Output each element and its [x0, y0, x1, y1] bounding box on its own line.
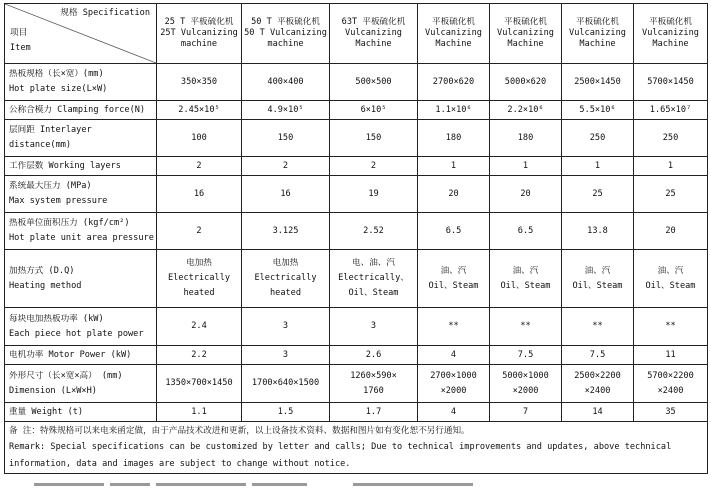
- value-cell: [330, 176, 418, 213]
- value-cell: [418, 64, 490, 101]
- header-row: [5, 4, 708, 64]
- row-label: [5, 403, 157, 422]
- value-cell: [562, 120, 634, 157]
- value-cell: [157, 250, 242, 308]
- value-cell: [157, 120, 242, 157]
- value-line: 2.4: [191, 321, 207, 332]
- value-cell: [562, 365, 634, 403]
- value-line: **: [665, 321, 676, 332]
- value-cell: [418, 346, 490, 365]
- value-line: 7.5: [589, 349, 606, 360]
- row-label-line: Each piece hot plate power: [9, 328, 144, 339]
- value-line: 6.5: [517, 225, 534, 236]
- value-cell: [330, 250, 418, 308]
- value-cell: [242, 365, 330, 403]
- value-cell: [330, 346, 418, 365]
- value-line: 5000×1000: [502, 370, 549, 381]
- row-label-line: 公称合模力 Clamping force(N): [9, 104, 146, 115]
- value-line: 2500×2200: [574, 370, 621, 381]
- value-line: 2700×1000: [430, 370, 477, 381]
- row-label: [5, 120, 157, 157]
- value-line: ×2000: [440, 385, 467, 396]
- value-line: 16: [193, 188, 205, 199]
- value-line: 2.45×10⁵: [178, 104, 220, 115]
- value-cell: [490, 308, 562, 346]
- machine-header: 平板硫化机 Vulcanizing Machine: [634, 4, 708, 64]
- value-line: 100: [191, 132, 207, 143]
- value-line: 1.7: [365, 406, 382, 417]
- row-label-line: 热板规格（长×宽）(mm): [9, 69, 104, 80]
- value-line: 150: [277, 132, 294, 143]
- row-label: [5, 213, 157, 250]
- value-line: 5700×2200: [647, 370, 694, 381]
- value-cell: [330, 101, 418, 120]
- value-line: 1: [667, 160, 674, 171]
- row-label: [5, 250, 157, 308]
- value-line: 油、汽: [584, 265, 611, 276]
- spec-row-clamping-force: [5, 101, 708, 120]
- value-cell: [562, 101, 634, 120]
- value-line: 1.1: [191, 406, 207, 417]
- value-line: 1: [594, 160, 601, 171]
- value-cell: [490, 176, 562, 213]
- value-line: 1350×700×1450: [165, 378, 233, 389]
- value-line: 2: [196, 225, 202, 236]
- machine-header: 平板硫化机 Vulcanizing Machine: [418, 4, 490, 64]
- value-cell: [634, 176, 708, 213]
- value-cell: [242, 250, 330, 308]
- row-label: [5, 365, 157, 403]
- value-cell: [157, 157, 242, 176]
- value-cell: [490, 403, 562, 422]
- row-label-line: 每块电加热板功率 (kW): [9, 313, 104, 324]
- value-line: 电、油、汽: [352, 258, 395, 269]
- value-cell: [490, 120, 562, 157]
- spec-row-unit-area-pressure: [5, 213, 708, 250]
- value-cell: [490, 346, 562, 365]
- value-cell: [418, 365, 490, 403]
- value-cell: [490, 213, 562, 250]
- value-line: 7.5: [517, 349, 534, 360]
- value-cell: [562, 403, 634, 422]
- value-line: 350×350: [180, 76, 218, 87]
- value-cell: [418, 308, 490, 346]
- value-line: 4: [450, 349, 457, 360]
- value-cell: [242, 157, 330, 176]
- value-cell: [157, 365, 242, 403]
- value-cell: [242, 213, 330, 250]
- value-cell: [634, 346, 708, 365]
- value-cell: [418, 176, 490, 213]
- value-cell: [330, 120, 418, 157]
- machine-header: 25 T 平板硫化机 25T Vulcanizing machine: [157, 4, 242, 64]
- value-cell: [330, 213, 418, 250]
- value-cell: [418, 250, 490, 308]
- value-cell: [242, 403, 330, 422]
- value-line: 油、汽: [512, 265, 539, 276]
- value-cell: [490, 157, 562, 176]
- value-cell: [418, 120, 490, 157]
- value-line: 4.9×10⁵: [267, 104, 304, 115]
- value-line: 4: [450, 406, 457, 417]
- value-line: **: [520, 321, 531, 332]
- value-cell: [157, 101, 242, 120]
- value-cell: [242, 120, 330, 157]
- value-cell: [490, 101, 562, 120]
- value-line: 1.1×10⁶: [435, 104, 472, 115]
- value-cell: [242, 101, 330, 120]
- value-cell: [634, 101, 708, 120]
- value-line: Electrically: [254, 273, 317, 284]
- value-line: 16: [280, 188, 291, 199]
- corner-item-label-en: Item: [10, 43, 31, 53]
- value-cell: [562, 157, 634, 176]
- value-line: 150: [365, 132, 382, 143]
- value-cell: [157, 176, 242, 213]
- value-line: 3: [282, 321, 289, 332]
- value-cell: [330, 64, 418, 101]
- remark-en: Remark: Special specifications can be customized by letter and calls; Due to technical improvements and updates, above technical information, data and images are subject to change without notice.: [9, 442, 672, 469]
- value-cell: [242, 176, 330, 213]
- value-cell: [157, 403, 242, 422]
- value-cell: [330, 157, 418, 176]
- spec-row-max-system-pressure: [5, 176, 708, 213]
- value-line: 电加热: [186, 258, 212, 269]
- value-line: 3.125: [272, 225, 299, 236]
- value-cell: [490, 365, 562, 403]
- value-line: 180: [517, 132, 534, 143]
- value-line: 2500×1450: [574, 76, 621, 87]
- value-cell: [330, 403, 418, 422]
- value-line: 180: [445, 132, 462, 143]
- value-line: **: [592, 321, 603, 332]
- value-cell: [562, 213, 634, 250]
- value-line: 1: [450, 160, 457, 171]
- value-line: 3: [370, 321, 377, 332]
- value-line: Oil、Steam: [428, 280, 479, 291]
- spec-row-weight: [5, 403, 708, 422]
- value-line: 250: [589, 132, 606, 143]
- machine-header: 50 T 平板硫化机 50 T Vulcanizing machine: [242, 4, 330, 64]
- row-label-line: Heating method: [9, 280, 82, 291]
- value-line: 5700×1450: [647, 76, 694, 87]
- corner-cell: [5, 4, 157, 64]
- value-line: 1760: [363, 385, 384, 396]
- row-label: [5, 176, 157, 213]
- value-cell: [562, 308, 634, 346]
- value-line: 3: [282, 349, 289, 360]
- row-label-line: 重量 Weight (t): [9, 406, 84, 417]
- machine-header: 63T 平板硫化机 Vulcanizing Machine: [330, 4, 418, 64]
- value-line: 7: [522, 406, 529, 417]
- value-line: ×2000: [512, 385, 539, 396]
- spec-row-motor-power: [5, 346, 708, 365]
- value-cell: [242, 346, 330, 365]
- value-line: 20: [665, 225, 676, 236]
- value-line: ×2400: [584, 385, 611, 396]
- value-line: 20: [520, 188, 531, 199]
- value-cell: [490, 250, 562, 308]
- machine-header: 平板硫化机 Vulcanizing Machine: [562, 4, 634, 64]
- value-line: heated: [183, 287, 215, 298]
- row-label-line: 热板单位面积压力 (kgf/cm²): [9, 218, 130, 229]
- value-line: 2: [282, 160, 289, 171]
- value-cell: [157, 213, 242, 250]
- value-cell: [562, 346, 634, 365]
- value-cell: [242, 308, 330, 346]
- value-line: 2.2: [191, 349, 207, 360]
- value-line: 油、汽: [657, 265, 684, 276]
- value-cell: [157, 308, 242, 346]
- value-line: 1: [522, 160, 529, 171]
- value-line: 1260×590×: [350, 370, 397, 381]
- row-label-line: 工作层数 Working layers: [9, 160, 121, 171]
- spec-row-interlayer-distance: [5, 120, 708, 157]
- corner-item-label-cn: 项目: [10, 28, 28, 38]
- row-label-line: Hot plate size(L×W): [9, 84, 108, 94]
- value-cell: [562, 64, 634, 101]
- value-cell: [418, 403, 490, 422]
- value-line: 2.52: [363, 225, 384, 236]
- value-cell: [242, 64, 330, 101]
- value-line: 14: [592, 406, 603, 417]
- spec-row-plate-power: [5, 308, 708, 346]
- cropped-next-line: [4, 483, 707, 490]
- machine-header: 平板硫化机 Vulcanizing Machine: [490, 4, 562, 64]
- value-line: 20: [448, 188, 459, 199]
- value-line: **: [448, 321, 459, 332]
- remark-cell: [5, 422, 708, 474]
- row-label-line: 加热方式 (D.Q): [9, 265, 75, 276]
- value-line: 电加热: [272, 258, 299, 269]
- value-cell: [418, 213, 490, 250]
- value-cell: [634, 403, 708, 422]
- remark-row: [5, 422, 708, 474]
- row-label: [5, 308, 157, 346]
- remark-cn: 备 注：特殊规格可以来电来函定做，由于产品技术改进和更新，以上设备技术资料、数据和图片如有变化恕不另行通知。: [9, 426, 470, 436]
- row-label: [5, 101, 157, 120]
- value-cell: [330, 365, 418, 403]
- value-cell: [330, 308, 418, 346]
- value-cell: [562, 250, 634, 308]
- value-line: 1.5: [277, 406, 294, 417]
- value-cell: [490, 64, 562, 101]
- value-line: 1.65×10⁷: [649, 104, 692, 115]
- value-line: 35: [665, 406, 676, 417]
- row-label-line: 层间距 Interlayer: [9, 125, 92, 136]
- value-line: 5000×620: [504, 76, 547, 87]
- row-label: [5, 346, 157, 365]
- row-label-line: 系统最大压力 (MPa): [9, 181, 92, 192]
- value-line: Oil、Steam: [572, 280, 623, 291]
- value-line: 2: [370, 160, 377, 171]
- value-cell: [562, 176, 634, 213]
- spec-row-dimension: [5, 365, 708, 403]
- value-cell: [634, 213, 708, 250]
- value-line: 2700×620: [432, 76, 475, 87]
- value-line: 19: [368, 188, 379, 199]
- value-line: 400×400: [267, 76, 304, 87]
- spec-row-heating-method: [5, 250, 708, 308]
- value-line: 5.5×10⁶: [579, 104, 616, 115]
- value-line: ×2400: [657, 385, 684, 396]
- value-line: 25: [592, 188, 603, 199]
- value-line: Electrically、: [338, 273, 409, 284]
- row-label-line: distance(mm): [9, 140, 72, 150]
- value-line: 500×500: [355, 76, 392, 87]
- value-line: Oil、Steam: [348, 287, 399, 298]
- value-line: 25: [665, 188, 676, 199]
- row-label-line: 电机功率 Motor Power (kW): [9, 349, 132, 360]
- value-cell: [634, 120, 708, 157]
- value-cell: [418, 101, 490, 120]
- row-label: [5, 64, 157, 101]
- value-line: 13.8: [587, 225, 608, 236]
- value-cell: [418, 157, 490, 176]
- value-line: Oil、Steam: [500, 280, 551, 291]
- value-cell: [634, 64, 708, 101]
- value-line: Oil、Steam: [645, 280, 696, 291]
- spec-table: [4, 3, 708, 474]
- value-line: 11: [665, 349, 676, 360]
- value-cell: [157, 64, 242, 101]
- value-line: 6.5: [445, 225, 462, 236]
- value-line: heated: [269, 287, 302, 298]
- value-line: 2.6: [365, 349, 382, 360]
- row-label-line: Max system pressure: [9, 196, 108, 206]
- value-line: 油、汽: [440, 265, 467, 276]
- value-line: 2.2×10⁶: [507, 104, 544, 115]
- row-label: [5, 157, 157, 176]
- value-line: 1700×640×1500: [251, 378, 320, 389]
- value-line: 2: [196, 160, 202, 171]
- spec-row-working-layers: [5, 157, 708, 176]
- value-cell: [634, 308, 708, 346]
- corner-spec-label: 规格 Specification: [60, 8, 150, 18]
- value-line: Electrically: [167, 273, 231, 284]
- spec-row-hot-plate-size: [5, 64, 708, 101]
- value-line: 250: [662, 132, 679, 143]
- value-line: 6×10⁵: [360, 104, 387, 115]
- value-cell: [157, 346, 242, 365]
- row-label-line: 外形尺寸（长×宽×高） (mm): [9, 370, 123, 381]
- value-cell: [634, 250, 708, 308]
- value-cell: [634, 157, 708, 176]
- value-cell: [634, 365, 708, 403]
- row-label-line: Hot plate unit area pressure: [9, 233, 154, 243]
- row-label-line: Dimension (L×W×H): [9, 385, 97, 396]
